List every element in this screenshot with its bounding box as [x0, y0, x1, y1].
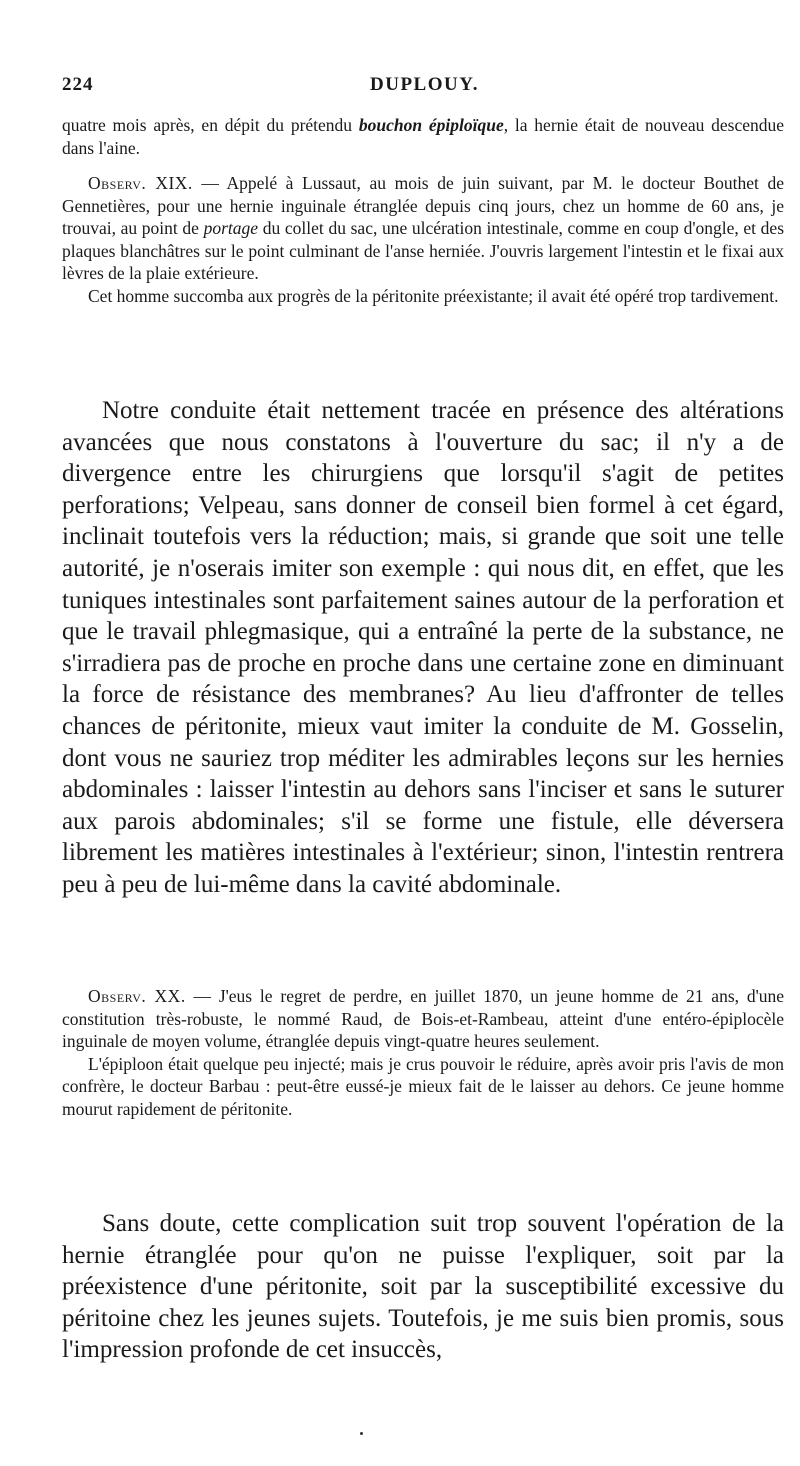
observation-19-emphasis: portage	[203, 218, 259, 238]
observation-20-conclusion: L'épiploon était quelque peu injecté; mais je crus pouvoir le réduire, après avoir pris l'avis de mon confrère, le docteur Barbau : peut-être eussé-je mieux fait de le laisser au dehors. Ce jeune homme mourut rapidement de péritonite.	[62, 1053, 784, 1119]
main-paragraph-2	[62, 1208, 784, 1366]
observation-20-label: Observ. XX.	[88, 986, 186, 1006]
main-paragraph-1	[62, 395, 784, 901]
running-head: DUPLOUY.	[370, 74, 479, 95]
main-paragraph-1-text: Notre conduite était nettement tracée en présence des altérations avancées que nous constatons à l'ouverture du sac; il n'y a de divergence entre les chirurgiens que lorsqu'il s'agit de petites perforations; Velpeau, sans donner de conseil bien formel à cet égard, inclinait toutefois vers la réduction; mais, si grande que soit une telle autorité, je n'oserais imiter son exemple : qui nous dit, en effet, que les tuniques intestinales sont parfaitement saines autour de la perforation et que le travail phlegmasique, qui a entraîné la perte de la substance, ne s'irradiera pas de proche en proche dans une certaine zone en diminuant la force de résistance des membranes? Au lieu d'affronter de telles chances de péritonite, mieux vaut imiter la conduite de M. Gosselin, dont vous ne sauriez trop méditer les admirables leçons sur les hernies abdominales : laisser l'intestin au dehors sans l'inciser et sans le suturer aux parois abdominales; s'il se forme une fistule, elle déversera librement les matières intestinales à l'extérieur; sinon, l'intestin rentrera peu à peu de lui-même dans la cavité abdominale.	[62, 397, 784, 898]
page-header	[62, 74, 479, 104]
observation-20	[62, 985, 784, 1120]
observation-19-conclusion: Cet homme succomba aux progrès de la péritonite préexistante; il avait été opéré trop tardivement.	[88, 285, 779, 306]
observation-19	[62, 172, 784, 307]
observation-19-text-end: du collet du sac, une ulcération intestinale, comme en coup d'ongle, et des plaques blanchâtres sur le point culminant de l'anse herniée. J'ouvris largement l'intestin et le fixai aux lèvres de la plaie extérieure.	[62, 218, 785, 283]
continuation-text-start: quatre mois après, en dépit du prétendu	[62, 115, 359, 135]
observation-19-label: Observ. XIX.	[88, 173, 193, 193]
observation-19-text-start: — Appelé à Lussaut, au mois de juin suivant, par M. le docteur Bouthet de Gennetières, pour une hernie inguinale étranglée depuis cinq jours, chez un homme de 60 ans, je trouvai, au point de	[62, 173, 784, 238]
main-paragraph-2-text: Sans doute, cette complication suit trop souvent l'opération de la hernie étranglée pour qu'on ne puisse l'expliquer, soit par la préexistence d'une péritonite, soit par la susceptibilité excessive du péritoine chez les jeunes sujets. Toutefois, je me suis bien promis, sous l'impression profonde de cet insuccès,	[62, 1210, 784, 1364]
page-number: 224	[62, 74, 94, 95]
observation-20-text: — J'eus le regret de perdre, en juillet 1870, un jeune homme de 21 ans, d'une constitution très-robuste, le nommé Raud, de Bois-et-Rambeau, atteint d'une entéro-épiplocèle inguinale de moyen volume, étranglée depuis vingt-quatre heures seulement.	[62, 986, 784, 1051]
continuation-emphasis: bouchon épiploïque	[358, 115, 504, 135]
continuation-text-end: , la hernie était de nouveau descendue dans l'aine.	[62, 115, 785, 158]
continuation-paragraph	[62, 114, 784, 159]
printing-mark	[360, 1432, 363, 1435]
